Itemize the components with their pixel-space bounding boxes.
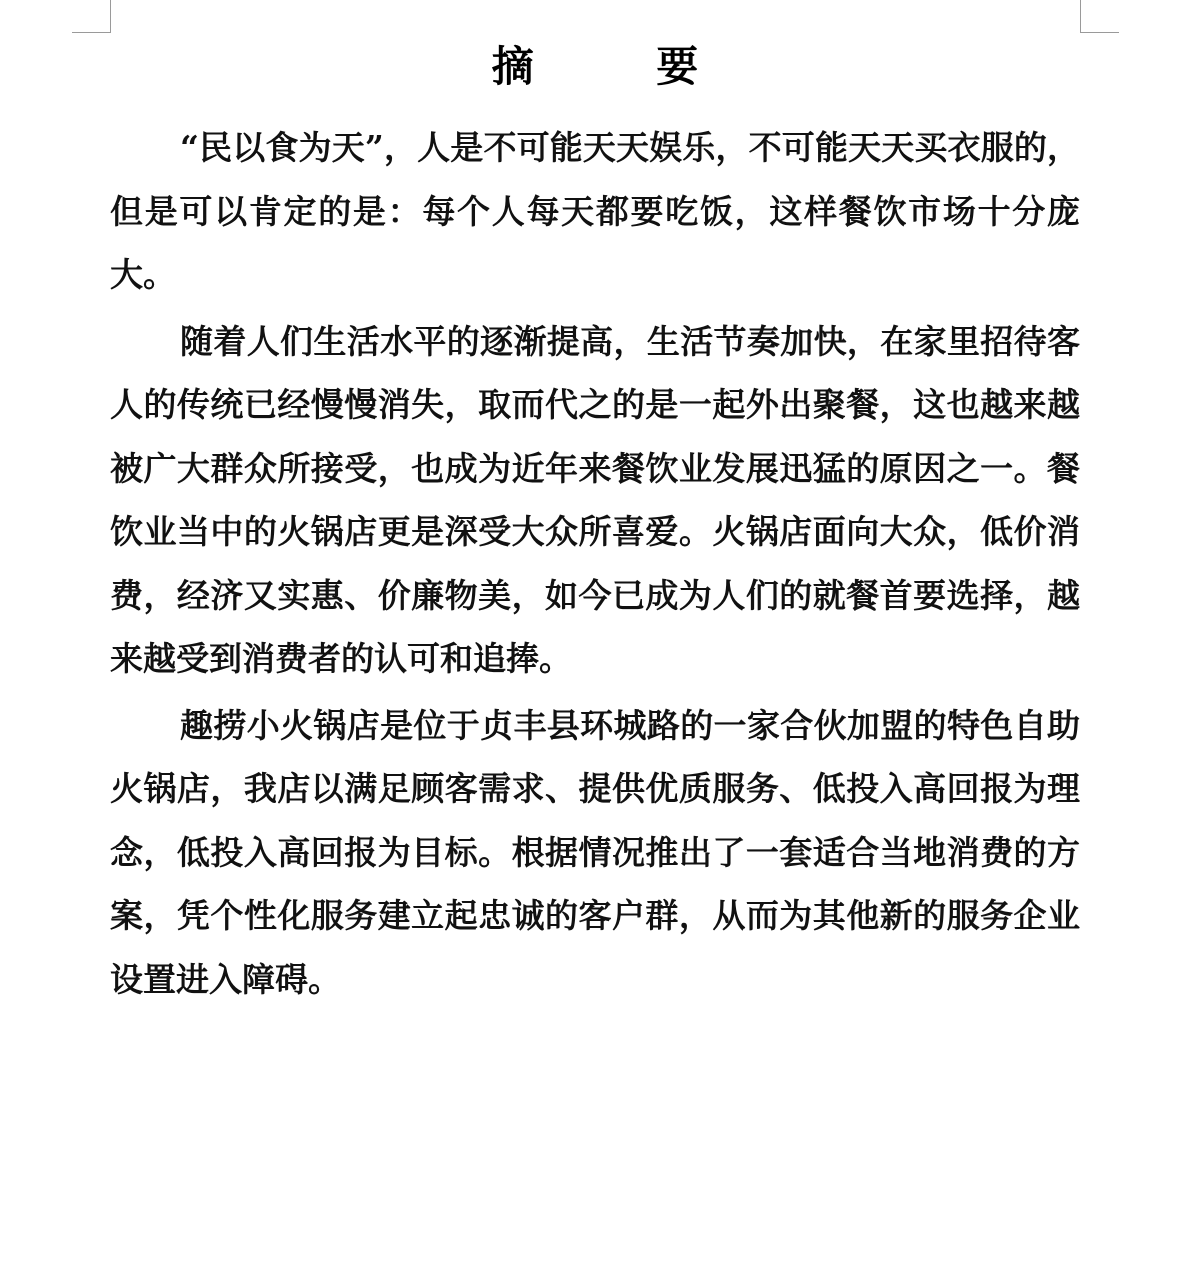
crop-mark-top-left: [72, 0, 111, 33]
abstract-paragraph-3: 趣捞小火锅店是位于贞丰县环城路的一家合伙加盟的特色自助火锅店，我店以满足顾客需求、提供优质服务、低投入高回报为理念，低投入高回报为目标。根据情况推出了一套适合当地消费的方案，凭个性化服务建立起忠诚的客户群，从而为其他新的服务企业设置进入障碍。: [110, 705, 1080, 999]
document-page: [110, 36, 1080, 1011]
abstract-paragraph-1: “民以食为天”，人是不可能天天娱乐，不可能天天买衣服的，但是可以肯定的是：每个人每天都要吃饭，这样餐饮市场十分庞大。: [110, 128, 1080, 294]
abstract-paragraph-2: 随着人们生活水平的逐渐提高，生活节奏加快，在家里招待客人的传统已经慢慢消失，取而代之的是一起外出聚餐，这也越来越被广大群众所接受，也成为近年来餐饮业发展迅猛的原因之一。餐饮业当中的火锅店更是深受大众所喜爱。火锅店面向大众，低价消费，经济又实惠、价廉物美，如今已成为人们的就餐首要选择，越来越受到消费者的认可和追捧。: [110, 321, 1080, 678]
crop-mark-top-right: [1080, 0, 1119, 33]
abstract-title: 摘 要: [491, 42, 753, 91]
